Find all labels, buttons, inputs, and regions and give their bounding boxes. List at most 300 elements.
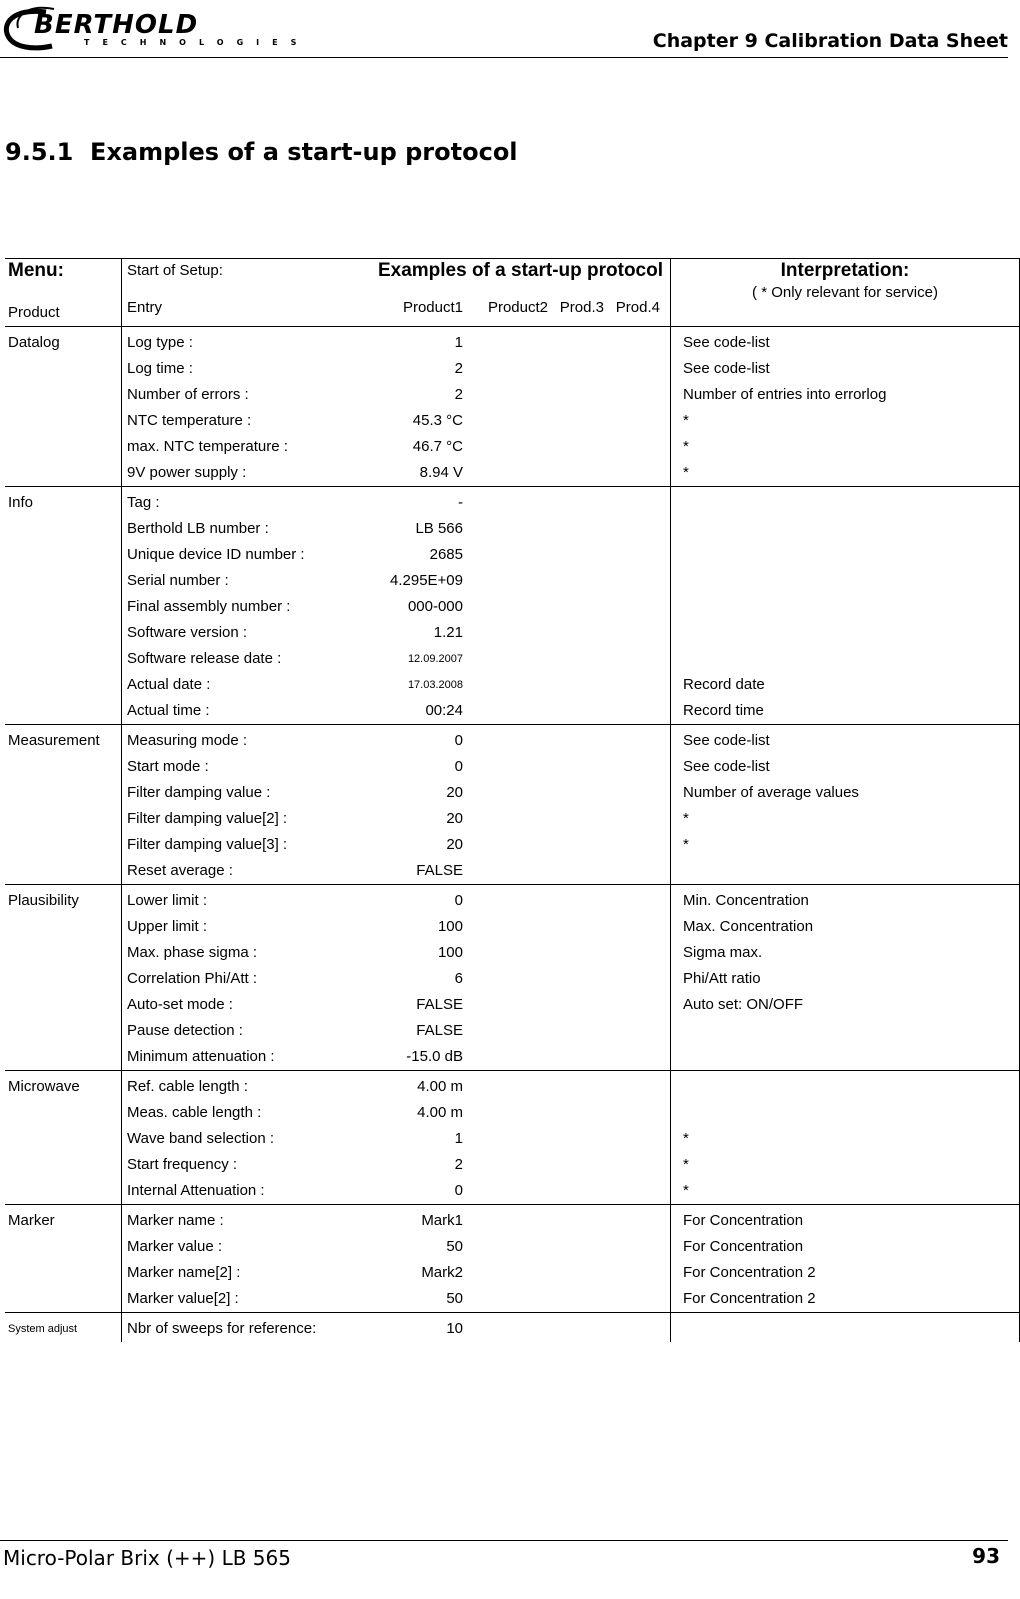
table-row <box>5 940 1020 966</box>
menu-cell <box>5 1100 122 1126</box>
entry-cell: Tag : <box>122 487 343 517</box>
entry-cell: Final assembly number : <box>122 594 343 620</box>
product2-value-cell <box>463 1205 554 1235</box>
product2-value-cell <box>463 516 554 542</box>
table-row <box>5 1234 1020 1260</box>
table-row <box>5 1205 1020 1235</box>
menu-cell <box>5 1286 122 1313</box>
prod3-value-cell <box>554 1071 610 1101</box>
interpretation-cell: * <box>671 1152 1020 1178</box>
table-row <box>5 1100 1020 1126</box>
table-row <box>5 780 1020 806</box>
prod4-value-cell <box>610 858 671 885</box>
prod4-value-cell <box>610 698 671 725</box>
product2-value-cell <box>463 1313 554 1343</box>
entry-cell: Actual date : <box>122 672 343 698</box>
prod4-value-cell <box>610 832 671 858</box>
chapter-title: Chapter 9 Calibration Data Sheet <box>652 30 1008 52</box>
product1-value-cell: 1.21 <box>433 624 463 641</box>
menu-cell <box>5 806 122 832</box>
interpretation-cell: Record time <box>671 698 1020 725</box>
column-header-prod4: Prod.4 <box>615 299 660 316</box>
table-row <box>5 516 1020 542</box>
menu-cell: Datalog <box>5 327 122 357</box>
interpretation-cell <box>671 1313 1020 1343</box>
prod3-value-cell <box>554 754 610 780</box>
interpretation-cell <box>671 516 1020 542</box>
entry-cell: Marker value : <box>122 1234 343 1260</box>
prod4-value-cell <box>610 1260 671 1286</box>
prod4-value-cell <box>610 1018 671 1044</box>
table-row <box>5 542 1020 568</box>
product2-value-cell <box>463 914 554 940</box>
prod3-value-cell <box>554 1234 610 1260</box>
product2-value-cell <box>463 1152 554 1178</box>
prod4-value-cell <box>610 594 671 620</box>
product1-value-cell: 46.7 °C <box>412 438 463 455</box>
product2-value-cell <box>463 698 554 725</box>
prod4-value-cell <box>610 382 671 408</box>
prod4-value-cell <box>610 646 671 672</box>
menu-cell <box>5 1126 122 1152</box>
product1-value-cell: 100 <box>437 944 463 961</box>
prod3-value-cell <box>554 885 610 915</box>
product2-value-cell <box>463 966 554 992</box>
product1-value-cell: 4.295E+09 <box>390 572 463 589</box>
entry-cell: Start frequency : <box>122 1152 343 1178</box>
interpretation-cell: * <box>671 806 1020 832</box>
prod3-value-cell <box>554 327 610 357</box>
product1-value-cell: 20 <box>446 784 463 801</box>
product2-value-cell <box>463 594 554 620</box>
table-row <box>5 672 1020 698</box>
prod4-value-cell <box>610 1126 671 1152</box>
menu-cell <box>5 698 122 725</box>
table-row <box>5 754 1020 780</box>
product1-value-cell: 00:24 <box>425 702 463 719</box>
prod3-value-cell <box>554 858 610 885</box>
menu-cell <box>5 1178 122 1205</box>
entry-cell: Upper limit : <box>122 914 343 940</box>
product2-value-cell <box>463 780 554 806</box>
interpretation-cell <box>671 542 1020 568</box>
prod4-value-cell <box>610 434 671 460</box>
entry-cell: Software release date : <box>122 646 343 672</box>
product1-value-cell: 0 <box>342 885 463 915</box>
prod3-value-cell <box>554 460 610 487</box>
menu-cell <box>5 356 122 382</box>
product2-value-cell <box>463 1178 554 1205</box>
product2-value-cell <box>463 568 554 594</box>
prod3-value-cell <box>554 487 610 517</box>
menu-cell <box>5 992 122 1018</box>
product2-value-cell <box>463 992 554 1018</box>
interpretation-cell: * <box>671 434 1020 460</box>
entry-cell: Ref. cable length : <box>122 1071 343 1101</box>
prod4-value-cell <box>610 754 671 780</box>
entry-cell: Minimum attenuation : <box>122 1044 343 1071</box>
entry-cell: Filter damping value[3] : <box>122 832 343 858</box>
prod4-value-cell <box>610 725 671 755</box>
table-row <box>5 1044 1020 1071</box>
interpretation-cell: See code-list <box>671 725 1020 755</box>
entry-cell: 9V power supply : <box>122 460 343 487</box>
footer-product-name: Micro-Polar Brix (++) LB 565 <box>3 1546 291 1570</box>
product1-value-cell: 100 <box>437 918 463 935</box>
entry-cell: Reset average : <box>122 858 343 885</box>
prod3-value-cell <box>554 806 610 832</box>
menu-cell <box>5 672 122 698</box>
product1-value-cell: FALSE <box>416 862 463 879</box>
table-row <box>5 434 1020 460</box>
product2-value-cell <box>463 832 554 858</box>
prod3-value-cell <box>554 966 610 992</box>
product2-value-cell <box>463 646 554 672</box>
product2-value-cell <box>463 940 554 966</box>
prod3-value-cell <box>554 1126 610 1152</box>
entry-cell: Marker name[2] : <box>122 1260 343 1286</box>
column-header-prod3: Prod.3 <box>559 299 604 316</box>
product2-value-cell <box>463 1126 554 1152</box>
menu-cell <box>5 646 122 672</box>
menu-cell: Measurement <box>5 725 122 755</box>
prod4-value-cell <box>610 1100 671 1126</box>
menu-cell: Info <box>5 487 122 517</box>
menu-cell <box>5 780 122 806</box>
header-rule <box>0 57 1008 58</box>
product1-value-cell: 4.00 m <box>417 1104 463 1121</box>
interpretation-cell: Record date <box>671 672 1020 698</box>
table-row <box>5 568 1020 594</box>
prod4-value-cell <box>610 1234 671 1260</box>
prod3-value-cell <box>554 1152 610 1178</box>
prod4-value-cell <box>610 1071 671 1101</box>
interpretation-cell <box>671 646 1020 672</box>
interpretation-header: Interpretation: <box>780 260 910 281</box>
prod4-value-cell <box>610 568 671 594</box>
page-number: 93 <box>972 1544 1000 1568</box>
prod3-value-cell <box>554 434 610 460</box>
prod3-value-cell <box>554 1044 610 1071</box>
table-row <box>5 1178 1020 1205</box>
table-row <box>5 1152 1020 1178</box>
product2-value-cell <box>463 382 554 408</box>
product1-value-cell: 1 <box>454 1130 463 1147</box>
table-row <box>5 620 1020 646</box>
menu-cell <box>5 542 122 568</box>
product1-value-cell: 000-000 <box>407 598 463 615</box>
footer-rule <box>0 1540 1008 1541</box>
interpretation-cell: For Concentration <box>671 1205 1020 1235</box>
interpretation-cell <box>671 1018 1020 1044</box>
prod4-value-cell <box>610 516 671 542</box>
entry-cell: Start mode : <box>122 754 343 780</box>
product-header: Product <box>8 304 60 321</box>
menu-cell <box>5 966 122 992</box>
table-row <box>5 1018 1020 1044</box>
product2-value-cell <box>463 1260 554 1286</box>
product2-value-cell <box>463 672 554 698</box>
entry-cell: Serial number : <box>122 568 343 594</box>
table-row <box>5 806 1020 832</box>
prod3-value-cell <box>554 620 610 646</box>
prod4-value-cell <box>610 460 671 487</box>
product1-value-cell: 50 <box>446 1238 463 1255</box>
prod4-value-cell <box>610 1178 671 1205</box>
section-heading: 9.5.1 Examples of a start-up protocol <box>5 138 518 166</box>
product2-value-cell <box>463 1044 554 1071</box>
prod4-value-cell <box>610 1286 671 1313</box>
product1-value-cell: 20 <box>446 836 463 853</box>
interpretation-note: ( * Only relevant for service) <box>752 284 938 301</box>
product1-value-cell: 4.00 m <box>342 1071 463 1101</box>
prod3-value-cell <box>554 516 610 542</box>
menu-cell <box>5 832 122 858</box>
product1-value-cell: 17.03.2008 <box>407 679 463 691</box>
prod4-value-cell <box>610 780 671 806</box>
table-row <box>5 487 1020 517</box>
product2-value-cell <box>463 806 554 832</box>
product1-value-cell: 2 <box>454 360 463 377</box>
entry-cell: Software version : <box>122 620 343 646</box>
interpretation-cell: Phi/Att ratio <box>671 966 1020 992</box>
prod3-value-cell <box>554 542 610 568</box>
product1-value-cell: 2 <box>454 1156 463 1173</box>
product1-value-cell: 20 <box>446 810 463 827</box>
entry-cell: Filter damping value[2] : <box>122 806 343 832</box>
interpretation-cell: See code-list <box>671 356 1020 382</box>
prod4-value-cell <box>610 1205 671 1235</box>
menu-cell <box>5 460 122 487</box>
menu-cell <box>5 434 122 460</box>
product2-value-cell <box>463 434 554 460</box>
interpretation-cell: * <box>671 1178 1020 1205</box>
product1-value-cell: 10 <box>342 1313 463 1343</box>
product2-value-cell <box>463 1286 554 1313</box>
interpretation-cell: * <box>671 408 1020 434</box>
entry-cell: Pause detection : <box>122 1018 343 1044</box>
menu-cell <box>5 620 122 646</box>
prod3-value-cell <box>554 1178 610 1205</box>
prod3-value-cell <box>554 992 610 1018</box>
prod4-value-cell <box>610 620 671 646</box>
prod3-value-cell <box>554 698 610 725</box>
interpretation-cell: Number of average values <box>671 780 1020 806</box>
interpretation-cell: Auto set: ON/OFF <box>671 992 1020 1018</box>
table-row <box>5 992 1020 1018</box>
prod4-value-cell <box>610 408 671 434</box>
product2-value-cell <box>463 408 554 434</box>
entry-cell: Log time : <box>122 356 343 382</box>
interpretation-cell: Sigma max. <box>671 940 1020 966</box>
product1-value-cell: 1 <box>342 327 463 357</box>
setup-label: Start of Setup: <box>127 262 223 279</box>
prod4-value-cell <box>610 992 671 1018</box>
entry-cell: Nbr of sweeps for reference: <box>122 1313 343 1343</box>
entry-cell: max. NTC temperature : <box>122 434 343 460</box>
prod4-value-cell <box>610 487 671 517</box>
menu-cell <box>5 382 122 408</box>
prod4-value-cell <box>610 1152 671 1178</box>
entry-cell: Max. phase sigma : <box>122 940 343 966</box>
product1-value-cell: 0 <box>342 725 463 755</box>
prod3-value-cell <box>554 1286 610 1313</box>
prod4-value-cell <box>610 672 671 698</box>
prod4-value-cell <box>610 806 671 832</box>
prod4-value-cell <box>610 1044 671 1071</box>
entry-header: Entry <box>127 299 163 316</box>
menu-cell <box>5 1152 122 1178</box>
table-row <box>5 594 1020 620</box>
entry-cell: Wave band selection : <box>122 1126 343 1152</box>
prod4-value-cell <box>610 356 671 382</box>
menu-cell: Plausibility <box>5 885 122 915</box>
entry-cell: Meas. cable length : <box>122 1100 343 1126</box>
interpretation-cell <box>671 620 1020 646</box>
product1-value-cell: 50 <box>446 1290 463 1307</box>
product1-value-cell: 6 <box>454 970 463 987</box>
entry-cell: Actual time : <box>122 698 343 725</box>
interpretation-cell <box>671 1071 1020 1101</box>
menu-cell <box>5 1044 122 1071</box>
prod3-value-cell <box>554 382 610 408</box>
product1-value-cell: 8.94 V <box>419 464 463 481</box>
entry-cell: Filter damping value : <box>122 780 343 806</box>
interpretation-cell: Max. Concentration <box>671 914 1020 940</box>
menu-cell <box>5 594 122 620</box>
product2-value-cell <box>463 885 554 915</box>
table-row <box>5 646 1020 672</box>
entry-cell: Marker value[2] : <box>122 1286 343 1313</box>
table-row <box>5 858 1020 885</box>
interpretation-cell <box>671 594 1020 620</box>
product1-value-cell: 0 <box>454 758 463 775</box>
product2-value-cell <box>463 460 554 487</box>
table-header-row <box>5 259 1020 327</box>
table-row <box>5 966 1020 992</box>
prod3-value-cell <box>554 594 610 620</box>
menu-cell <box>5 516 122 542</box>
menu-header: Menu: <box>8 260 64 281</box>
entry-cell: Lower limit : <box>122 885 343 915</box>
table-row <box>5 725 1020 755</box>
product1-value-cell: 12.09.2007 <box>407 653 463 665</box>
interpretation-cell: Number of entries into errorlog <box>671 382 1020 408</box>
prod4-value-cell <box>610 885 671 915</box>
table-row <box>5 1126 1020 1152</box>
product1-value-cell: Mark2 <box>421 1264 463 1281</box>
prod4-value-cell <box>610 914 671 940</box>
product1-value-cell: Mark1 <box>342 1205 463 1235</box>
startup-protocol-table <box>5 258 1020 1342</box>
table-row <box>5 1260 1020 1286</box>
entry-cell: NTC temperature : <box>122 408 343 434</box>
menu-cell <box>5 914 122 940</box>
product2-value-cell <box>463 327 554 357</box>
menu-cell <box>5 568 122 594</box>
logo-wordmark: BERTHOLD <box>34 10 199 40</box>
table-row <box>5 356 1020 382</box>
menu-cell <box>5 1234 122 1260</box>
product2-value-cell <box>463 1018 554 1044</box>
table-title: Examples of a start-up protocol <box>377 260 663 281</box>
interpretation-cell <box>671 1044 1020 1071</box>
interpretation-cell: For Concentration 2 <box>671 1286 1020 1313</box>
column-header-product1: Product1 <box>402 299 463 316</box>
entry-cell: Measuring mode : <box>122 725 343 755</box>
interpretation-cell: * <box>671 460 1020 487</box>
prod3-value-cell <box>554 1260 610 1286</box>
prod4-value-cell <box>610 542 671 568</box>
prod3-value-cell <box>554 356 610 382</box>
product1-value-cell: LB 566 <box>415 520 463 537</box>
interpretation-cell <box>671 1100 1020 1126</box>
product2-value-cell <box>463 858 554 885</box>
product1-value-cell: 2685 <box>429 546 463 563</box>
product1-value-cell: FALSE <box>416 1022 463 1039</box>
entry-cell: Log type : <box>122 327 343 357</box>
interpretation-cell: See code-list <box>671 327 1020 357</box>
prod3-value-cell <box>554 672 610 698</box>
prod3-value-cell <box>554 832 610 858</box>
prod3-value-cell <box>554 1313 610 1343</box>
entry-cell: Internal Attenuation : <box>122 1178 343 1205</box>
interpretation-cell: Min. Concentration <box>671 885 1020 915</box>
product2-value-cell <box>463 487 554 517</box>
menu-cell <box>5 408 122 434</box>
interpretation-cell <box>671 858 1020 885</box>
product1-value-cell: 0 <box>454 1182 463 1199</box>
interpretation-cell: For Concentration 2 <box>671 1260 1020 1286</box>
table-row <box>5 408 1020 434</box>
product2-value-cell <box>463 1234 554 1260</box>
prod3-value-cell <box>554 780 610 806</box>
prod3-value-cell <box>554 408 610 434</box>
table-row <box>5 327 1020 357</box>
table-row <box>5 1286 1020 1313</box>
logo-subtext: TECHNOLOGIES <box>84 38 310 47</box>
interpretation-cell: * <box>671 832 1020 858</box>
table-row <box>5 382 1020 408</box>
menu-cell <box>5 1260 122 1286</box>
table-row <box>5 698 1020 725</box>
entry-cell: Berthold LB number : <box>122 516 343 542</box>
product1-value-cell: -15.0 dB <box>406 1048 463 1065</box>
prod4-value-cell <box>610 1313 671 1343</box>
product1-value-cell: FALSE <box>416 996 463 1013</box>
product1-value-cell: - <box>342 487 463 517</box>
menu-cell: System adjust <box>5 1313 122 1343</box>
table-row <box>5 885 1020 915</box>
product2-value-cell <box>463 620 554 646</box>
entry-cell: Auto-set mode : <box>122 992 343 1018</box>
table-row <box>5 832 1020 858</box>
menu-cell <box>5 1018 122 1044</box>
product2-value-cell <box>463 725 554 755</box>
product2-value-cell <box>463 1100 554 1126</box>
interpretation-cell: * <box>671 1126 1020 1152</box>
prod3-value-cell <box>554 1205 610 1235</box>
entry-cell: Correlation Phi/Att : <box>122 966 343 992</box>
menu-cell <box>5 858 122 885</box>
prod3-value-cell <box>554 914 610 940</box>
product1-value-cell: 45.3 °C <box>412 412 463 429</box>
product2-value-cell <box>463 1071 554 1101</box>
menu-cell: Marker <box>5 1205 122 1235</box>
menu-cell <box>5 940 122 966</box>
interpretation-cell: For Concentration <box>671 1234 1020 1260</box>
entry-cell: Unique device ID number : <box>122 542 343 568</box>
